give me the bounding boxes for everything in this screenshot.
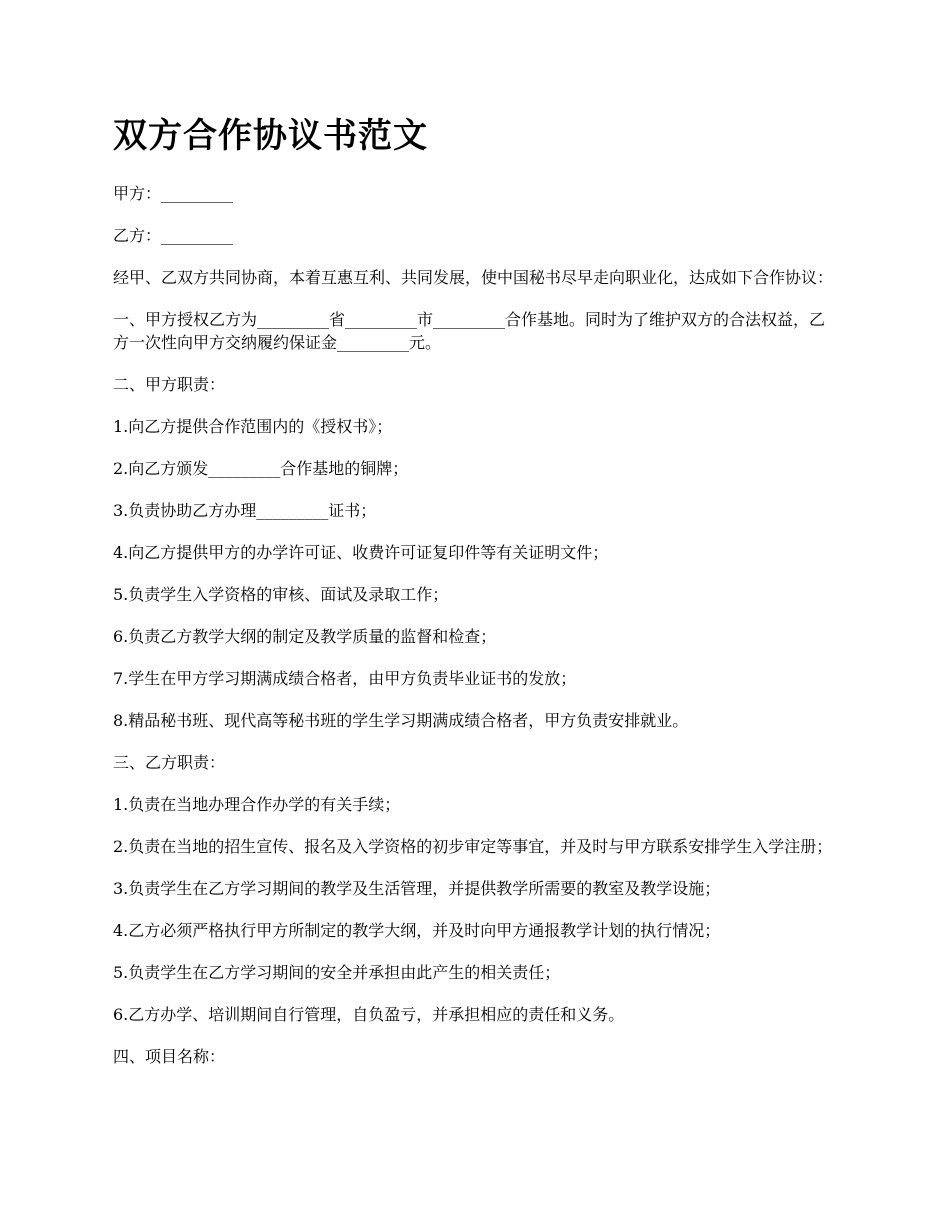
party-a-duty-item: 3.负责协助乙方办理_________证书；: [113, 501, 377, 520]
party-a-duty-item: 5.负责学生入学资格的审核、面试及录取工作；: [113, 585, 449, 604]
section-heading-project-name: 四、项目名称：: [113, 1047, 226, 1066]
preamble-paragraph: 经甲、乙双方共同协商，本着互惠互利、共同发展，使中国秘书尽早走向职业化，达成如下合作协议：: [113, 268, 834, 287]
party-a-duty-item: 8.精品秘书班、现代高等秘书班的学生学习期满成绩合格者，甲方负责安排就业。: [113, 711, 689, 730]
party-b-line: 乙方：_________: [113, 226, 234, 245]
party-a-line: 甲方：_________: [113, 184, 234, 203]
party-b-duty-item: 2.负责在当地的招生宣传、报名及入学资格的初步审定等事宜，并及时与甲方联系安排学生入学注册；: [113, 837, 833, 856]
party-a-duty-item: 6.负责乙方教学大纲的制定及教学质量的监督和检查；: [113, 627, 497, 646]
party-a-duty-item: 4.向乙方提供甲方的办学许可证、收费许可证复印件等有关证明文件；: [113, 543, 609, 562]
party-a-duty-item: 7.学生在甲方学习期满成绩合格者，由甲方负责毕业证书的发放；: [113, 669, 577, 688]
document-page: [113, 112, 840, 1087]
section-heading-party-a-duties: 二、甲方职责：: [113, 375, 226, 394]
party-b-duty-item: 4.乙方必须严格执行甲方所制定的教学大纲，并及时向甲方通报教学计划的执行情况；: [113, 921, 721, 940]
party-b-duty-item: 6.乙方办学、培训期间自行管理，自负盈亏，并承担相应的责任和义务。: [113, 1005, 625, 1024]
party-a-duty-item: 2.向乙方颁发_________合作基地的铜牌；: [113, 459, 409, 478]
clause-1-paragraph: 一、甲方授权乙方为_________省_________市_________合作基地。同时为了维护双方的合法权益，乙方一次性向甲方交纳履约保证金_________元。: [113, 310, 826, 352]
party-b-duty-item: 3.负责学生在乙方学习期间的教学及生活管理，并提供教学所需要的教室及教学设施；: [113, 879, 721, 898]
party-b-duty-item: 1.负责在当地办理合作办学的有关手续；: [113, 795, 401, 814]
section-heading-party-b-duties: 三、乙方职责：: [113, 753, 226, 772]
document-title: 双方合作协议书范文: [113, 116, 428, 156]
party-b-duty-item: 5.负责学生在乙方学习期间的安全并承担由此产生的相关责任；: [113, 963, 561, 982]
party-a-duty-item: 1.向乙方提供合作范围内的《授权书》；: [113, 417, 393, 436]
